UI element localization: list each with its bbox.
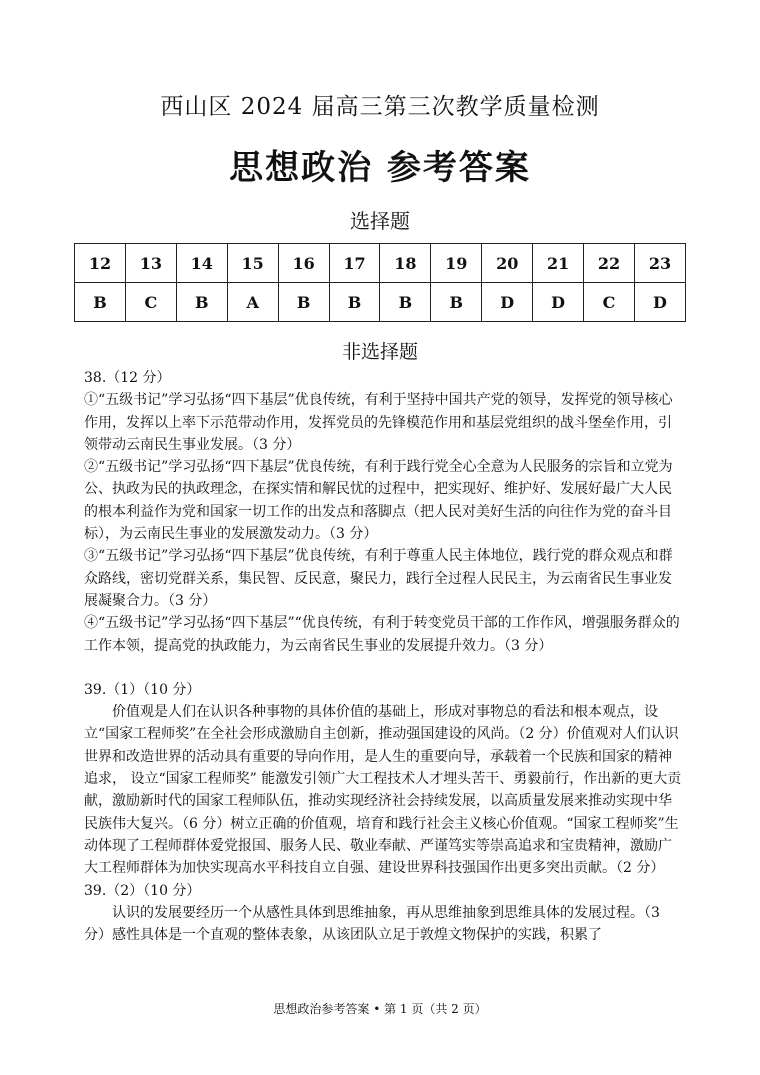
q39-1-label: 39.（1）（10 分） — [84, 681, 201, 698]
question-number: 16 — [278, 244, 329, 283]
question-number: 15 — [227, 244, 278, 283]
answer-body — [84, 367, 684, 946]
question-number: 23 — [634, 244, 685, 283]
answer-cell: C — [584, 283, 635, 322]
question-number: 18 — [380, 244, 431, 283]
answer-cell: B — [431, 283, 482, 322]
spacer — [84, 657, 684, 679]
exam-title: 西山区 2024 届高三第三次教学质量检测 — [160, 94, 600, 120]
answer-table — [74, 243, 686, 322]
nonchoice-heading: 非选择题 — [341, 341, 418, 363]
answer-cell: D — [533, 283, 584, 322]
q39-2-answer: 认识的发展要经历一个从感性具体到思维抽象，再从思维抽象到思维具体的发展过程。（3 分）感性具体是一个直观的整体表象，从该团队立足于敦煌文物保护的实践，积累了 — [84, 904, 660, 944]
question-number-row — [75, 244, 686, 283]
q38-point-1: ①“五级书记”学习弘扬“四下基层”优良传统，有利于坚持中国共产党的领导，发挥党的领导核心作用，发挥以上率下示范带动作用，发挥党员的先锋模范作用和基层党组织的战斗堡垒作用，引领带动云南民生事业发展。（3 分） — [84, 392, 673, 453]
question-number: 22 — [584, 244, 635, 283]
page-footer: 思想政治参考答案 • 第 1 页（共 2 页） — [273, 1002, 487, 1016]
answer-cell: B — [75, 283, 126, 322]
q38-label: 38.（12 分） — [84, 370, 171, 386]
document-title: 思想政治 参考答案 — [229, 148, 531, 188]
question-number: 19 — [431, 244, 482, 283]
question-number: 21 — [533, 244, 584, 283]
answer-cell: A — [227, 283, 278, 322]
answer-cell: D — [634, 283, 685, 322]
q38-point-4: ④“五级书记”学习弘扬“四下基层”“优良传统，有利于转变党员干部的工作作风，增强服务群众的工作本领，提高党的执政能力，为云南省民生事业的发展提升效力。（3 分） — [84, 615, 680, 654]
answer-cell: B — [380, 283, 431, 322]
answer-cell: B — [278, 283, 329, 322]
answer-cell: B — [329, 283, 380, 322]
question-number: 20 — [482, 244, 533, 283]
q39-2-label: 39.（2）（10 分） — [84, 882, 201, 899]
q38-point-2: ②“五级书记”学习弘扬“四下基层”优良传统，有利于践行党全心全意为人民服务的宗旨和立党为公、执政为民的执政理念，在探实情和解民忧的过程中，把实现好、维护好、发展好最广大人民的根本利益作为党和国家一切工作的出发点和落脚点（把人民对美好生活的向往作为党的奋斗目标），为云南民生事业的发展激发动力。（3 分） — [84, 459, 673, 543]
q38-point-3: ③“五级书记”学习弘扬“四下基层”优良传统，有利于尊重人民主体地位，践行党的群众观点和群众路线，密切党群关系，集民智、反民意，聚民力，践行全过程人民民主，为云南省民生事业发展凝聚合力。（3 分） — [84, 548, 673, 609]
question-number: 13 — [125, 244, 176, 283]
answer-row — [75, 283, 686, 322]
question-number: 12 — [75, 244, 126, 283]
answer-cell: C — [125, 283, 176, 322]
q39-1-answer: 价值观是人们在认识各种事物的具体价值的基础上，形成对事物总的看法和根本观点，设立“国家工程师奖”在全社会形成激励自主创新，推动强国建设的风尚。（2 分）价值观对人们认识世界和改造世界的活动具有重要的导向作用，是人生的重要向导，承载着一个民族和国家的精神追求， 设立“国家工程师奖” 能激发引领广大工程技术人才埋头苦干、勇毅前行，作出新的更大贡献，激励新时代的国家工程师队伍，推动实现经济社会持续发展，以高质量发展来推动实现中华民族伟大复兴。（6 分）树立正确的价值观，培育和践行社会主义核心价值观。“国家工程师奖”生动体现了工程师群体爱党报国、服务人民、敬业奉献、严谨笃实等崇高追求和宝贵精神，激励广大工程师群体为加快实现高水平科技自立自强、建设世界科技强国作出更多突出贡献。（2 分） — [84, 704, 682, 877]
answer-cell: D — [482, 283, 533, 322]
question-number: 17 — [329, 244, 380, 283]
question-number: 14 — [176, 244, 227, 283]
choice-heading: 选择题 — [350, 209, 410, 233]
answer-cell: B — [176, 283, 227, 322]
